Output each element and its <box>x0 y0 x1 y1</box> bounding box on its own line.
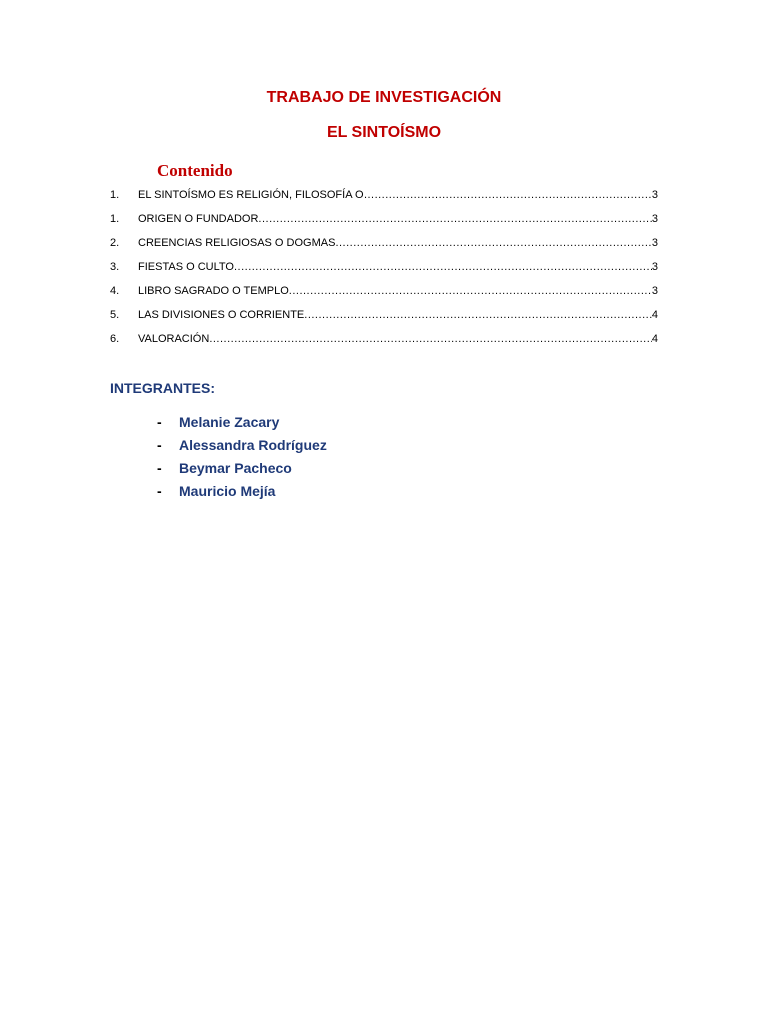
toc-leader-dots <box>258 209 651 229</box>
member-item <box>157 481 327 504</box>
toc-leader-dots <box>375 185 652 205</box>
toc-heading: Contenido <box>157 161 233 180</box>
toc-entry-page: 3 <box>651 261 658 273</box>
toc-entry[interactable] <box>110 185 658 209</box>
toc-entry-text: FIESTAS O CULTO <box>138 261 234 273</box>
toc-entry-number: 1. <box>110 189 120 201</box>
list-dash: - <box>157 483 162 499</box>
member-name: Alessandra Rodríguez <box>179 437 327 453</box>
toc-entry[interactable] <box>110 281 658 305</box>
toc-entry-number: 5. <box>110 309 120 321</box>
member-item <box>157 435 327 458</box>
member-name: Melanie Zacary <box>179 414 280 430</box>
toc-entry[interactable] <box>110 329 658 353</box>
list-dash: - <box>157 437 162 453</box>
toc-entry-number: 4. <box>110 285 120 297</box>
toc-leader-dots <box>289 281 652 301</box>
toc-entry-page: 3 <box>651 237 658 249</box>
member-name: Mauricio Mejía <box>179 483 276 499</box>
toc-entry-number: 1. <box>110 213 120 225</box>
toc-leader-dots <box>335 233 651 253</box>
toc-entry-text: VALORACIÓN <box>138 333 210 345</box>
member-item <box>157 412 327 435</box>
toc-entry-text: ORIGEN O FUNDADOR <box>138 213 259 225</box>
toc-entry-page: 3 <box>651 213 658 225</box>
document-title: TRABAJO DE INVESTIGACIÓN <box>266 89 502 106</box>
toc-entry-number: 3. <box>110 261 120 273</box>
toc-entry-page: 4 <box>651 309 658 321</box>
toc-entry-number: 6. <box>110 333 120 345</box>
toc-entry-text: EL SINTOÍSMO ES RELIGIÓN, FILOSOFÍA O… <box>138 189 375 201</box>
toc-leader-dots <box>234 257 652 277</box>
document-subtitle: EL SINTOÍSMO <box>326 124 442 141</box>
toc-entry[interactable] <box>110 233 658 257</box>
toc-entry[interactable] <box>110 209 658 233</box>
member-item <box>157 458 327 481</box>
toc-entry-page: 3 <box>651 189 658 201</box>
member-name: Beymar Pacheco <box>179 460 292 476</box>
toc-entry[interactable] <box>110 257 658 281</box>
list-dash: - <box>157 414 162 430</box>
toc-entry[interactable] <box>110 305 658 329</box>
list-dash: - <box>157 460 162 476</box>
toc-leader-dots <box>304 305 652 325</box>
toc-entry-page: 4 <box>651 333 658 345</box>
members-heading: INTEGRANTES: <box>110 380 215 396</box>
toc-entry-text: LAS DIVISIONES O CORRIENTE <box>138 309 305 321</box>
toc-entry-text: CREENCIAS RELIGIOSAS O DOGMAS <box>138 237 336 249</box>
members-list <box>157 412 327 504</box>
toc-entry-text: LIBRO SAGRADO O TEMPLO <box>138 285 289 297</box>
toc-entry-number: 2. <box>110 237 120 249</box>
toc-leader-dots <box>209 329 652 349</box>
table-of-contents <box>110 185 658 353</box>
toc-entry-page: 3 <box>651 285 658 297</box>
